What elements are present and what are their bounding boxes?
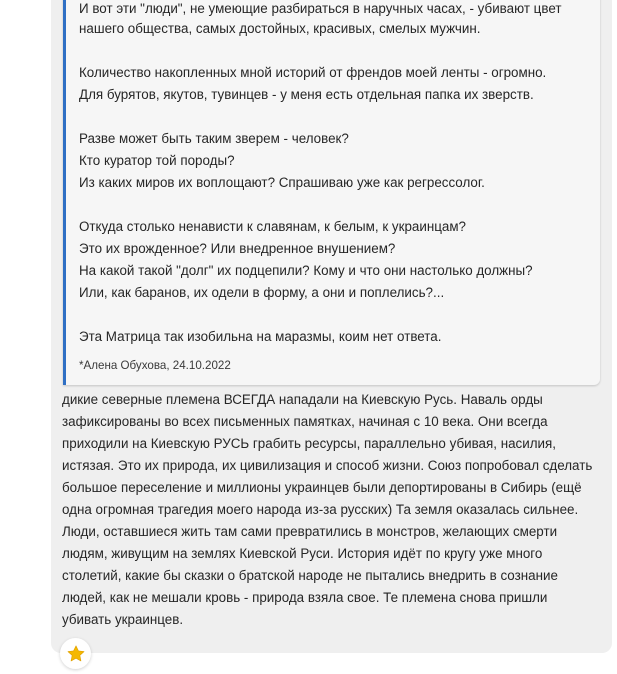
- quote-line: Разве может быть таким зверем - человек?: [79, 131, 349, 146]
- quote-line: нашего общества, самых достойных, красивых, смелых мужчин.: [79, 21, 481, 36]
- body-line: людям, живущим на землях Киевской Руси. История идёт по кругу уже много: [62, 546, 543, 561]
- quote-line: Для бурятов, якутов, тувинцев - у меня есть отдельная папка их зверств.: [79, 87, 534, 102]
- quote-line: Или, как баранов, их одели в форму, а они и поплелись?...: [79, 285, 445, 300]
- quote-line: Это их врожденное? Или внедренное внушением?: [79, 241, 396, 256]
- star-icon: [66, 644, 86, 664]
- quote-line: Из каких миров их воплощают? Спрашиваю уже как регрессолог.: [79, 175, 485, 190]
- body-line: одна огромная трагедия моего народа из-за русских) Та земля оказалась сильнее.: [62, 502, 579, 517]
- body-line: большое переселение и миллионы украинцев были депортированы в Сибирь (ещё: [62, 480, 582, 495]
- body-line: приходили на Киевскую РУСЬ грабить ресурсы, параллельно убивая, насилия,: [62, 436, 556, 451]
- quote-line: Эта Матрица так изобильна на маразмы, коим нет ответа.: [79, 329, 442, 344]
- quote-line: И вот эти "люди", не умеющие разбираться в наручных часах, - убивают цвет: [79, 1, 562, 16]
- body-line: истязая. Это их природа, их цивилизация и способ жизни. Союз попробовал сделать: [62, 458, 593, 473]
- body-line: зафиксированы во всех письменных памятках, начиная с 10 века. Они всегда: [62, 414, 548, 429]
- quote-line: Кто куратор той породы?: [79, 153, 235, 168]
- star-reaction-button[interactable]: [60, 638, 91, 669]
- body-line: убивать украинцев.: [62, 612, 184, 627]
- body-line: людей, как не мешали кровь - природа взяла свое. Те племена снова пришли: [62, 590, 548, 605]
- quote-line: На какой такой "долг" их подцепили? Кому и что они настолько должны?: [79, 263, 533, 278]
- quote-line: Количество накопленных мной историй от френдов моей ленты - огромно.: [79, 65, 547, 80]
- quote-line: Откуда столько ненависти к славянам, к белым, к украинцам?: [79, 219, 466, 234]
- body-line: столетий, какие бы сказки о братской народе не пытались внедрить в сознание: [62, 568, 558, 583]
- body-line: Люди, оставшиеся жить там сами превратились в монстров, желающих смерти: [62, 524, 558, 539]
- body-line: дикие северные племена ВСЕГДА нападали на Киевскую Русь. Наваль орды: [62, 392, 543, 407]
- quote-author: *Алена Обухова, 24.10.2022: [79, 359, 231, 372]
